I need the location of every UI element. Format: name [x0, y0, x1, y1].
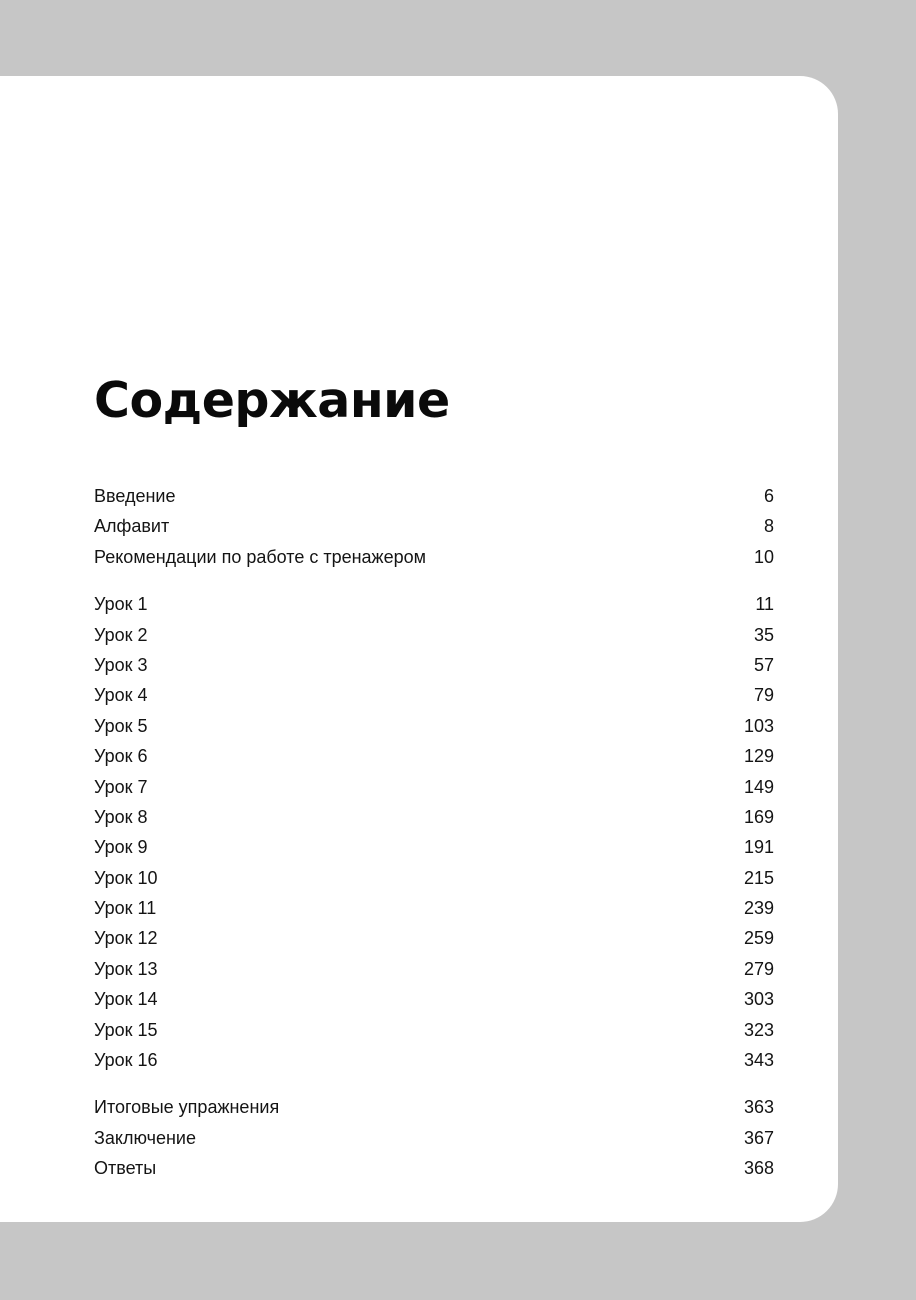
- toc-entry[interactable]: [94, 802, 774, 832]
- toc-entry-page: 10: [753, 546, 774, 567]
- toc-entry[interactable]: [94, 1092, 774, 1122]
- toc-entry-page: 169: [743, 806, 774, 827]
- toc-entry-page: 363: [743, 1097, 774, 1118]
- toc-entry-label: Урок 9: [94, 837, 148, 858]
- toc-entry[interactable]: [94, 680, 774, 710]
- toc-entry[interactable]: [94, 1153, 774, 1183]
- table-of-contents: [94, 481, 774, 1184]
- toc-entry-page: 239: [743, 898, 774, 919]
- toc-entry-page: 8: [763, 516, 774, 537]
- toc-entry-label: Введение: [94, 486, 176, 506]
- toc-entry-label: Урок 12: [94, 928, 158, 949]
- toc-entry[interactable]: [94, 542, 774, 572]
- toc-entry-label: Алфавит: [94, 516, 170, 537]
- toc-entry-page: 11: [755, 594, 774, 615]
- toc-entry-label: Урок 13: [94, 958, 158, 979]
- toc-group-closing: [94, 1092, 774, 1183]
- toc-entry-page: 215: [743, 867, 774, 888]
- toc-entry[interactable]: [94, 772, 774, 802]
- toc-group-lessons: [94, 589, 774, 1075]
- toc-entry-page: 343: [743, 1050, 774, 1071]
- toc-entry[interactable]: [94, 954, 774, 984]
- toc-entry-label: Урок 16: [94, 1050, 158, 1071]
- toc-entry[interactable]: [94, 1015, 774, 1045]
- toc-entry-label: Урок 1: [94, 594, 148, 615]
- toc-entry[interactable]: [94, 620, 774, 650]
- toc-entry-page: 279: [743, 958, 774, 979]
- toc-entry[interactable]: [94, 893, 774, 923]
- toc-entry-page: 149: [743, 776, 774, 797]
- toc-entry[interactable]: [94, 741, 774, 771]
- toc-entry-label: Урок 3: [94, 654, 148, 675]
- toc-entry[interactable]: [94, 511, 774, 541]
- toc-entry-page: 79: [753, 685, 774, 706]
- toc-entry-page: 367: [743, 1127, 774, 1148]
- toc-entry[interactable]: [94, 1123, 774, 1153]
- toc-entry-page: 103: [743, 715, 774, 736]
- toc-entry-label: Урок 14: [94, 989, 158, 1010]
- toc-entry-page: 259: [743, 928, 774, 949]
- document-page: [0, 76, 838, 1222]
- toc-entry[interactable]: [94, 923, 774, 953]
- toc-entry-label: Урок 4: [94, 685, 148, 706]
- toc-entry-page: 35: [753, 624, 774, 645]
- toc-entry-page: 129: [743, 746, 774, 767]
- toc-entry-label: Заключение: [94, 1127, 196, 1148]
- toc-entry-page: 57: [753, 654, 774, 675]
- toc-entry[interactable]: [94, 984, 774, 1014]
- toc-entry[interactable]: [94, 589, 774, 619]
- page-title: Содержание: [94, 372, 450, 429]
- toc-entry[interactable]: [94, 832, 774, 862]
- toc-entry-label: Урок 10: [94, 867, 158, 888]
- toc-entry-page: 6: [763, 486, 774, 506]
- toc-entry-label: Урок 8: [94, 806, 148, 827]
- toc-entry-page: 323: [743, 1019, 774, 1040]
- toc-entry-label: Урок 11: [94, 898, 157, 919]
- toc-entry-label: Урок 2: [94, 624, 148, 645]
- toc-group-intro: [94, 481, 774, 572]
- toc-entry-page: 303: [743, 989, 774, 1010]
- toc-entry[interactable]: [94, 711, 774, 741]
- toc-entry[interactable]: [94, 863, 774, 893]
- toc-entry-label: Ответы: [94, 1158, 157, 1179]
- toc-entry[interactable]: [94, 481, 774, 511]
- toc-entry-label: Урок 5: [94, 715, 148, 736]
- toc-entry[interactable]: [94, 650, 774, 680]
- toc-entry-label: Урок 15: [94, 1019, 158, 1040]
- toc-entry-page: 368: [743, 1158, 774, 1179]
- toc-entry-label: Урок 6: [94, 746, 148, 767]
- toc-entry-page: 191: [743, 837, 774, 858]
- toc-entry-label: Итоговые упражнения: [94, 1097, 280, 1118]
- toc-entry[interactable]: [94, 1045, 774, 1075]
- toc-entry-label: Урок 7: [94, 776, 148, 797]
- toc-entry-label: Рекомендации по работе с тренажером: [94, 546, 426, 567]
